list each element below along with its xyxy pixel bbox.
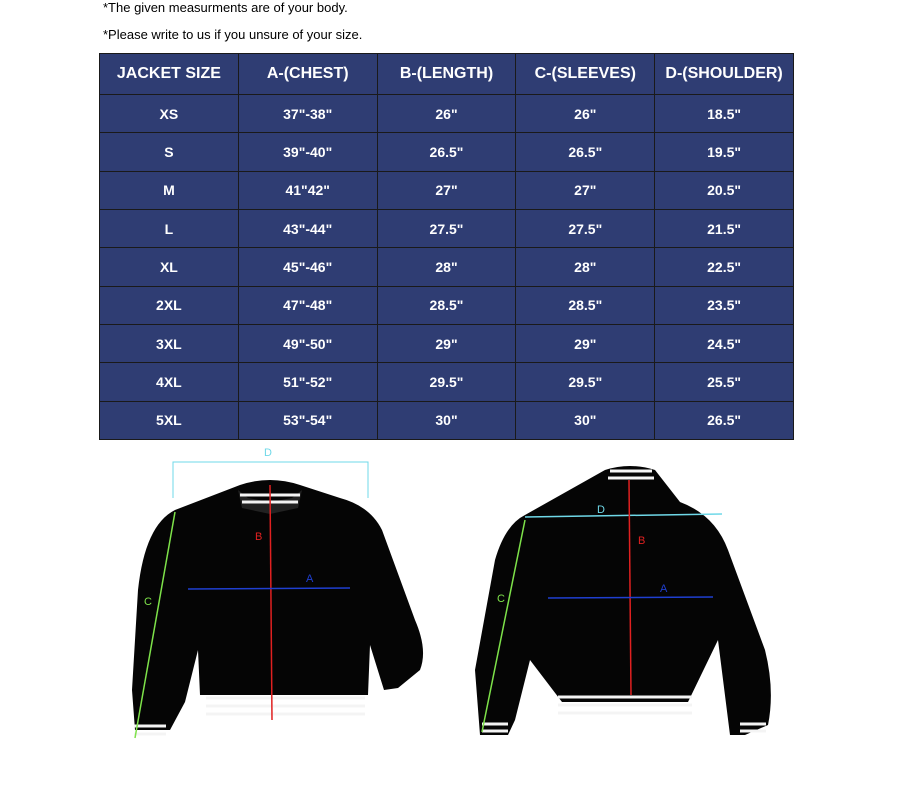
cell-shoulder: 24.5"	[655, 324, 794, 362]
table-row	[100, 401, 794, 439]
cell-chest: 41"42"	[238, 171, 377, 209]
cell-length: 26.5"	[377, 133, 516, 171]
table-row	[100, 95, 794, 133]
column-header-chest: A-(CHEST)	[238, 54, 377, 95]
cell-length: 29"	[377, 324, 516, 362]
cell-length: 28.5"	[377, 286, 516, 324]
table-row	[100, 363, 794, 401]
note-contact-us: *Please write to us if you unsure of your size.	[103, 27, 363, 42]
cell-length: 26"	[377, 95, 516, 133]
cell-sleeves: 28.5"	[516, 286, 655, 324]
table-row	[100, 209, 794, 247]
cell-shoulder: 25.5"	[655, 363, 794, 401]
cell-chest: 51"-52"	[238, 363, 377, 401]
cell-sleeves: 27"	[516, 171, 655, 209]
cell-chest: 49"-50"	[238, 324, 377, 362]
cell-size: XL	[100, 248, 239, 286]
size-chart-body	[100, 95, 794, 440]
cell-size: XS	[100, 95, 239, 133]
cell-shoulder: 19.5"	[655, 133, 794, 171]
cell-sleeves: 26.5"	[516, 133, 655, 171]
cell-sleeves: 26"	[516, 95, 655, 133]
table-row	[100, 286, 794, 324]
cell-chest: 53"-54"	[238, 401, 377, 439]
label-b: B	[255, 531, 263, 543]
column-header-length: B-(LENGTH)	[377, 54, 516, 95]
label-a-back: A	[660, 583, 668, 595]
cell-size: S	[100, 133, 239, 171]
jacket-front-shape	[132, 480, 423, 740]
cell-chest: 43"-44"	[238, 209, 377, 247]
cell-size: 4XL	[100, 363, 239, 401]
label-b-back: B	[638, 535, 646, 547]
table-row	[100, 248, 794, 286]
label-a: A	[306, 573, 314, 585]
cell-sleeves: 28"	[516, 248, 655, 286]
cell-sleeves: 30"	[516, 401, 655, 439]
cell-chest: 47"-48"	[238, 286, 377, 324]
table-row	[100, 171, 794, 209]
cell-chest: 37"-38"	[238, 95, 377, 133]
jacket-back-shape	[475, 466, 771, 735]
jacket-front-diagram	[120, 440, 440, 780]
cell-size: L	[100, 209, 239, 247]
label-c: C	[144, 596, 152, 608]
cell-chest: 39"-40"	[238, 133, 377, 171]
cell-size: 5XL	[100, 401, 239, 439]
table-row	[100, 133, 794, 171]
cell-sleeves: 29"	[516, 324, 655, 362]
column-header-jacket-size: JACKET SIZE	[100, 54, 239, 95]
cell-size: 2XL	[100, 286, 239, 324]
cell-size: 3XL	[100, 324, 239, 362]
cell-length: 30"	[377, 401, 516, 439]
cell-sleeves: 29.5"	[516, 363, 655, 401]
cell-shoulder: 18.5"	[655, 95, 794, 133]
cell-sleeves: 27.5"	[516, 209, 655, 247]
cell-length: 27.5"	[377, 209, 516, 247]
column-header-shoulder: D-(SHOULDER)	[655, 54, 794, 95]
note-body-measurements: *The given measurments are of your body.	[103, 0, 348, 15]
size-chart-table	[99, 53, 794, 440]
cell-shoulder: 26.5"	[655, 401, 794, 439]
cell-length: 28"	[377, 248, 516, 286]
cell-size: M	[100, 171, 239, 209]
label-d-back: D	[597, 504, 605, 516]
cell-shoulder: 21.5"	[655, 209, 794, 247]
jacket-back-diagram	[460, 440, 790, 780]
table-row	[100, 324, 794, 362]
label-d: D	[264, 447, 272, 459]
table-header-row	[100, 54, 794, 95]
cell-shoulder: 22.5"	[655, 248, 794, 286]
label-c-back: C	[497, 593, 505, 605]
column-header-sleeves: C-(SLEEVES)	[516, 54, 655, 95]
cell-chest: 45"-46"	[238, 248, 377, 286]
cell-shoulder: 23.5"	[655, 286, 794, 324]
cell-shoulder: 20.5"	[655, 171, 794, 209]
cell-length: 29.5"	[377, 363, 516, 401]
cell-length: 27"	[377, 171, 516, 209]
